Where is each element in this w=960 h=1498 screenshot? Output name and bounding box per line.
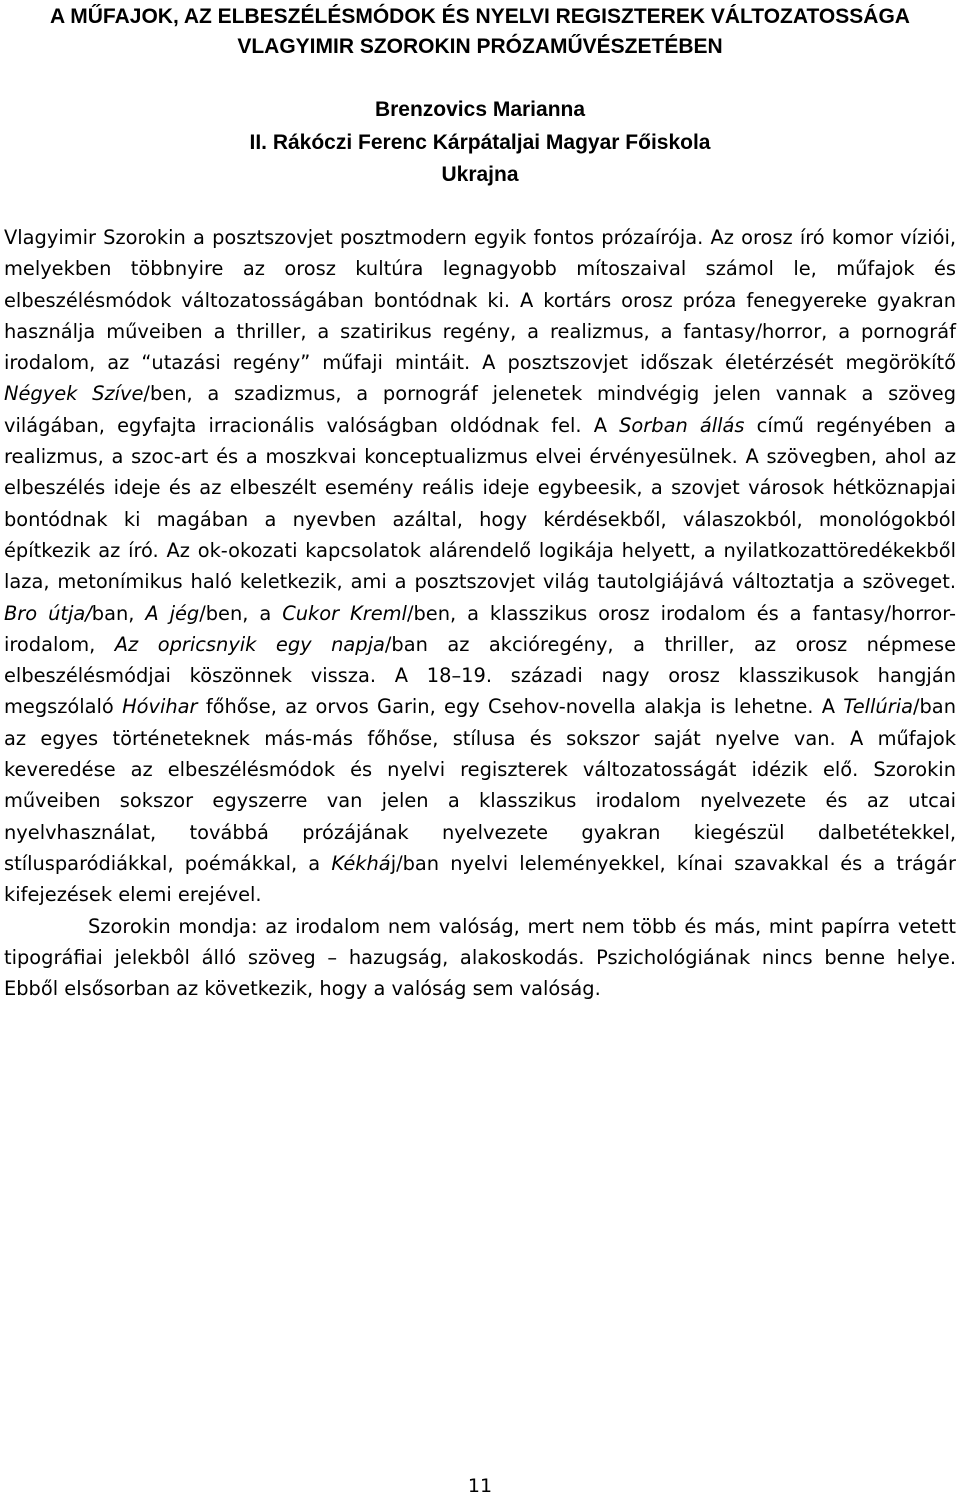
abstract-body [4,222,956,1004]
text-run: /ban az egyes történeteknek más-más főhőse, stílusa és sokszor saját nyelve van. A műfajok keveredése az elbeszélésmódok és nyelvi regiszterek változatosságát idézik elő. Szorokin műveiben sokszor egyszerre van jelen a klasszikus irodalom nyelvezete és az utcai nyelvhasználat, továbbá prózájának nyelvezete gyakran kiegészül dalbetétekkel, stílusparódiákkal, poémákkal, a [4,695,956,875]
abstract-paragraph-2: Szorokin mondja: az irodalom nem valóság, mert nem több és más, mint papírra vetett tipográfiai jelekbôl álló szöveg – hazugság, alakoskodás. Pszichológiának nincs benne helye. Ebből elsősorban az következik, hogy a valóság sem valóság. [4,914,956,1001]
work-title: Hóvihar [122,695,198,719]
paper-title-line-2: VLAGYIMIR SZOROKIN PRÓZAMŰVÉSZETÉBEN [237,35,723,58]
author-name: Brenzovics Marianna [374,98,586,121]
author-country: Ukrajna [441,163,519,186]
text-run: /ban az akcióregény, a thriller, az orosz népmese elbeszélésmódjai köszönnek vissza. A 18–19. századi nagy orosz klasszikusok hangján megszólaló [4,632,957,719]
text-run: /ben, a szadizmus, a pornográf jelenetek mindvégig jelen vannak a szöveg világában, egyfajta irracionális valóságban oldódnak fel. A [4,382,956,437]
work-title: Kékhá [331,851,391,875]
author-institution: II. Rákóczi Ferenc Kárpátaljai Magyar Főiskola [249,131,711,154]
work-title: Tellúria [843,695,913,719]
work-title: Sorban állás [619,413,745,437]
abstract-paragraph-1 [4,222,956,911]
work-title: Cukor Kreml [282,601,407,625]
text-run: című regényében a realizmus, a szoc-art és a moszkvai konceptualizmus elvei érvényesülnek. A szövegben, ahol az elbeszélés ideje és az elbeszélt esemény reális ideje egybeesik, a szovjet városok hétköznapjai bontódnak ki magában a nyevben azáltal, hogy kérdésekből, válaszokból, monológokból építkezik az író. Az ok-okozati kapcsolatok alárendelő logikája helyett, a nyilatkozattöredékekből laza, metonímikus haló keletkezik, ami a posztszovjet világ tautolgiájává változtatja a szöveget. [4,413,956,594]
text-run: ban, [91,601,146,625]
text-run: Vlagyimir Szorokin a posztszovjet posztmodern egyik fontos prózaírója. Az orosz író komor víziói, melyekben többnyire az orosz kultúra legnagyobb mítoszaival számol le, műfajok és elbeszélésmódok változatosságában bontódnak ki. A kortárs orosz próza fenegyereke gyakran használja műveiben a thriller, a szatirikus regény, a realizmus, a fantasy/horror, a pornográf irodalom, az “utazási regény” műfaji mintáit. A posztszovjet időszak életérzését megörökítő [4,226,956,375]
text-run: /ben, a [199,601,283,625]
text-run: j/ban nyelvi leleményekkel, kínai szavakkal és a trágár kifejezések elemi erejével. [4,851,956,907]
work-title: A jég [145,601,200,625]
text-run: /ben, a klasszikus orosz irodalom és a fantasy/horror-irodalom, [4,601,957,656]
work-title: Az opricsnyik egy napja [114,632,385,656]
text-run: főhőse, az orvos Garin, egy Csehov-novella alakja is lehetne. A [197,695,844,719]
page-number: 11 [467,1475,493,1497]
work-title: Négyek Szíve [4,382,144,406]
work-title: Bro útja/ [4,601,92,625]
paper-title-line-1: A MŰFAJOK, AZ ELBESZÉLÉSMÓDOK ÉS NYELVI REGISZTEREK VÁLTOZATOSSÁGA [50,5,910,28]
